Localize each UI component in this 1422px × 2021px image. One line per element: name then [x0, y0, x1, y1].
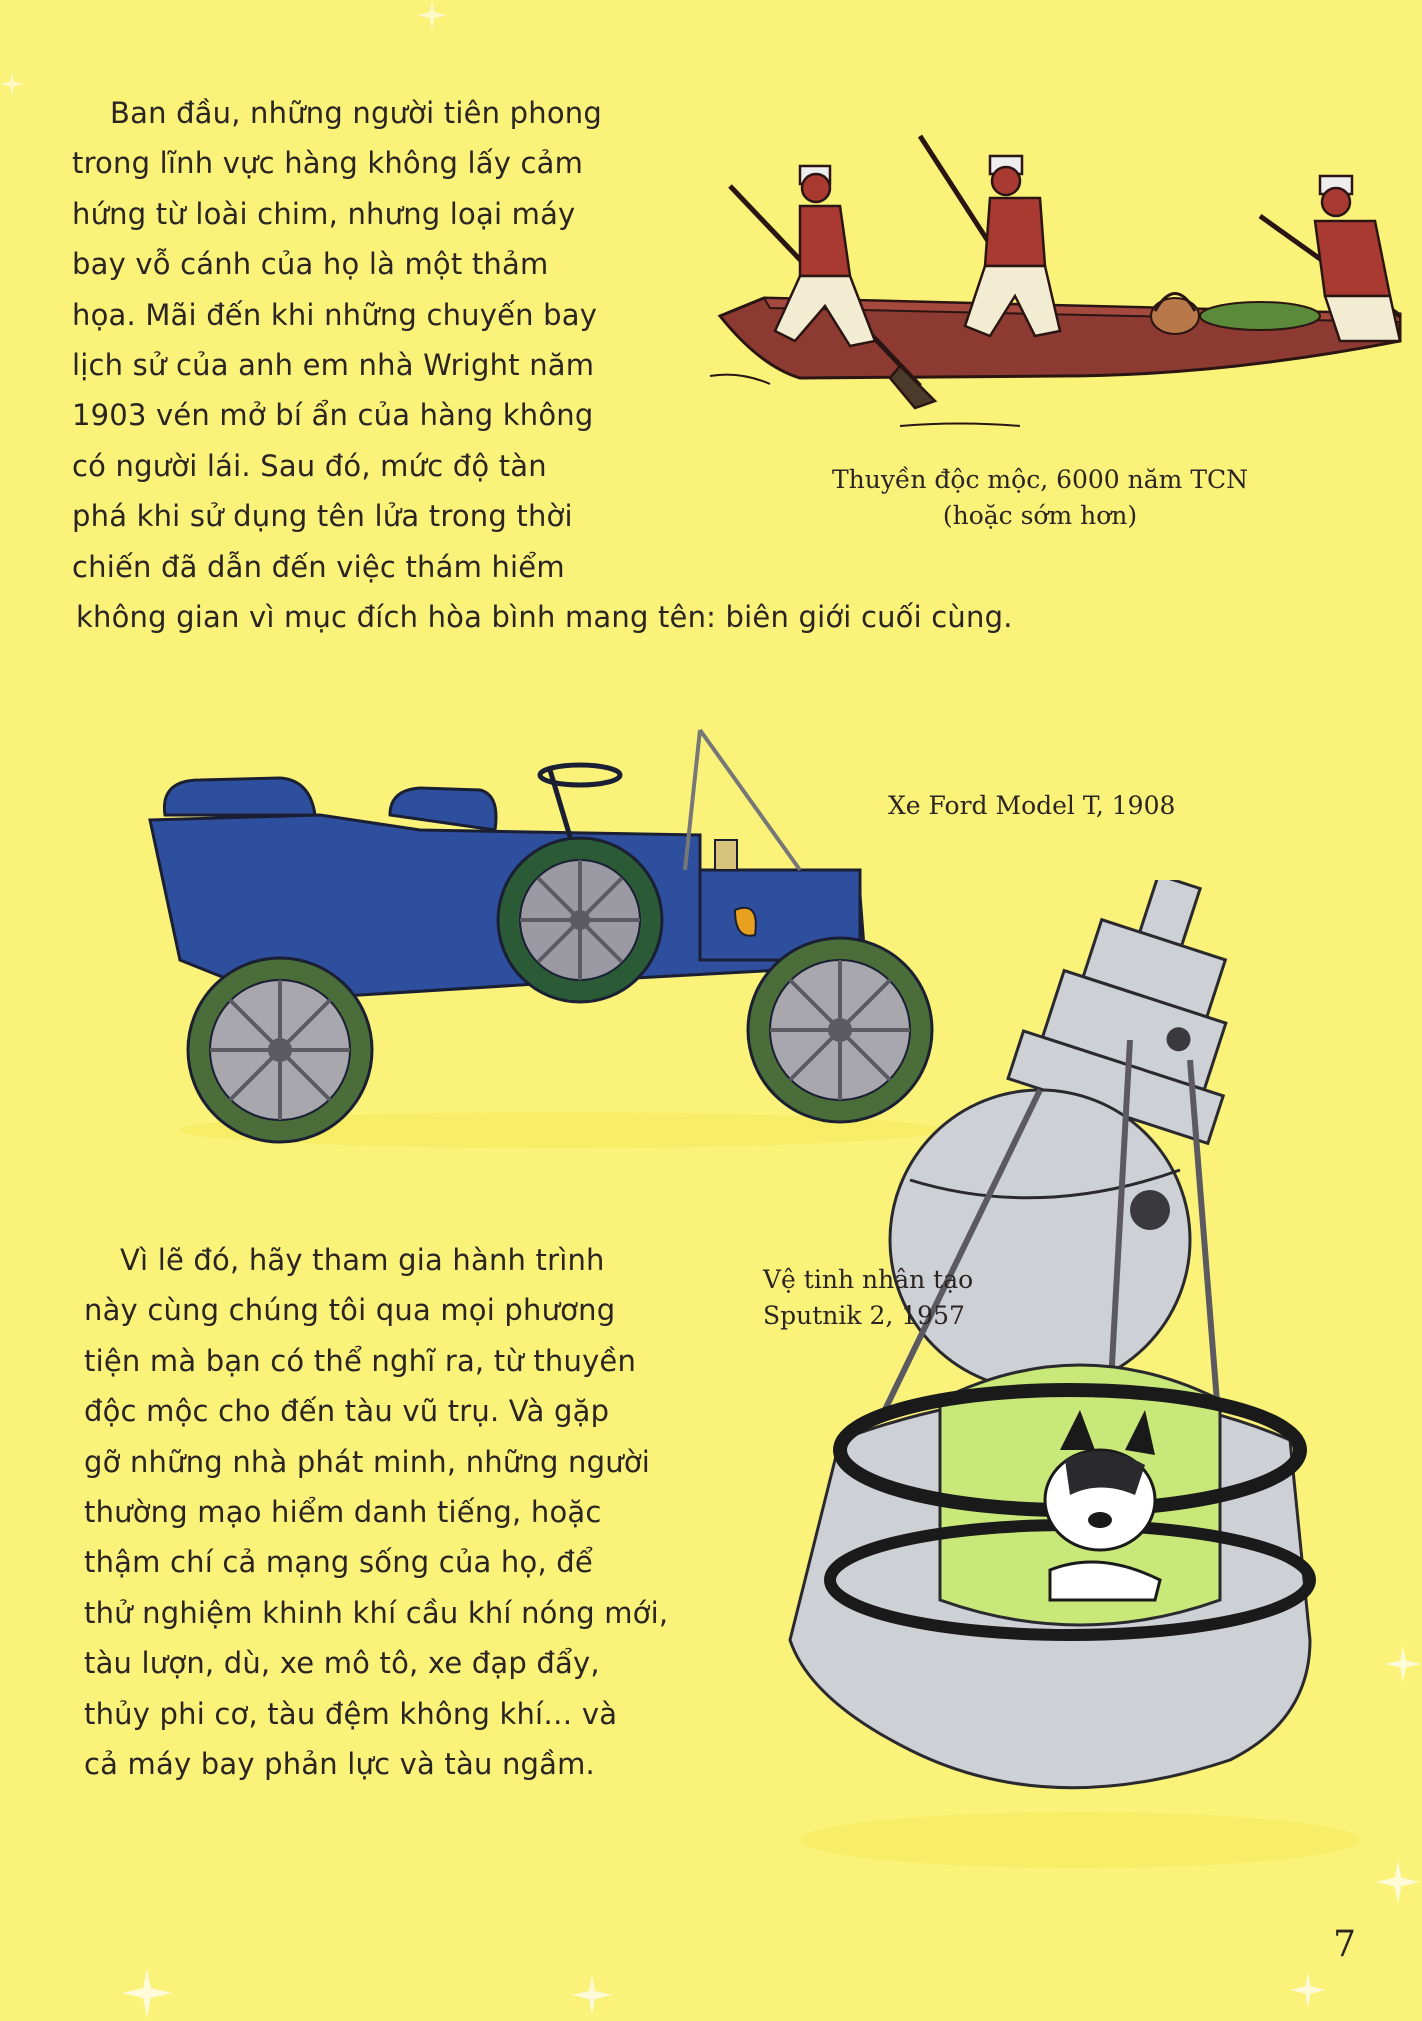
sputnik-caption — [763, 1262, 973, 1334]
canoe-caption — [830, 462, 1250, 534]
closing-line: thử nghiệm khinh khí cầu khí nóng mới, — [84, 1595, 669, 1630]
star-icon — [1376, 1860, 1420, 1904]
sputnik-caption-line: Sputnik 2, 1957 — [763, 1301, 965, 1330]
intro-line: 1903 vén mở bí ẩn của hàng không — [72, 398, 594, 433]
star-icon — [1385, 1642, 1421, 1686]
intro-line: họa. Mãi đến khi những chuyến bay — [72, 297, 598, 332]
sputnik-caption-line: Vệ tinh nhân tạo — [763, 1265, 974, 1294]
closing-line: cả máy bay phản lực và tàu ngầm. — [84, 1747, 595, 1782]
intro-line: phá khi sử dụng tên lửa trong thời — [72, 499, 573, 534]
dugout-canoe-illustration — [700, 126, 1422, 436]
closing-line: gỡ những nhà phát minh, những người — [84, 1444, 651, 1479]
star-icon — [412, 0, 452, 30]
closing-line: này cùng chúng tôi qua mọi phương — [84, 1293, 616, 1328]
intro-line: chiến đã dẫn đến việc thám hiểm — [72, 549, 565, 584]
page-number: 7 — [1333, 1924, 1356, 1965]
closing-line: tàu lượn, dù, xe mô tô, xe đạp đẩy, — [84, 1646, 600, 1681]
intro-line: bay vỗ cánh của họ là một thảm — [72, 247, 549, 282]
star-icon — [1290, 1970, 1326, 2010]
closing-paragraph — [84, 1235, 668, 1789]
intro-line: có người lái. Sau đó, mức độ tàn — [72, 448, 547, 483]
canoe-caption-line: (hoặc sớm hơn) — [942, 501, 1138, 530]
closing-line: thủy phi cơ, tàu đệm không khí… và — [84, 1696, 618, 1731]
closing-line: Vì lẽ đó, hãy tham gia hành trình — [120, 1243, 605, 1277]
closing-line: độc mộc cho đến tàu vũ trụ. Và gặp — [84, 1394, 610, 1429]
ford-caption — [888, 788, 1175, 824]
intro-line: trong lĩnh vực hàng không lấy cảm — [72, 146, 584, 181]
ford-caption-line: Xe Ford Model T, 1908 — [888, 791, 1176, 820]
intro-line: Ban đầu, những người tiên phong — [110, 96, 602, 130]
closing-line: thậm chí cả mạng sống của họ, để — [84, 1545, 593, 1580]
star-icon — [572, 1975, 612, 2015]
closing-line: tiện mà bạn có thể nghĩ ra, từ thuyền — [84, 1343, 637, 1378]
star-icon — [0, 64, 24, 104]
sputnik-2-illustration — [750, 880, 1370, 1880]
intro-line: hứng từ loài chim, nhưng loại máy — [72, 196, 576, 231]
canoe-caption-line: Thuyền độc mộc, 6000 năm TCN — [832, 465, 1248, 494]
closing-line: thường mạo hiểm danh tiếng, hoặc — [84, 1495, 602, 1530]
intro-line: lịch sử của anh em nhà Wright năm — [72, 348, 595, 383]
star-icon — [122, 1968, 172, 2018]
intro-line: không gian vì mục đích hòa bình mang tên: biên giới cuối cùng. — [76, 600, 1013, 635]
